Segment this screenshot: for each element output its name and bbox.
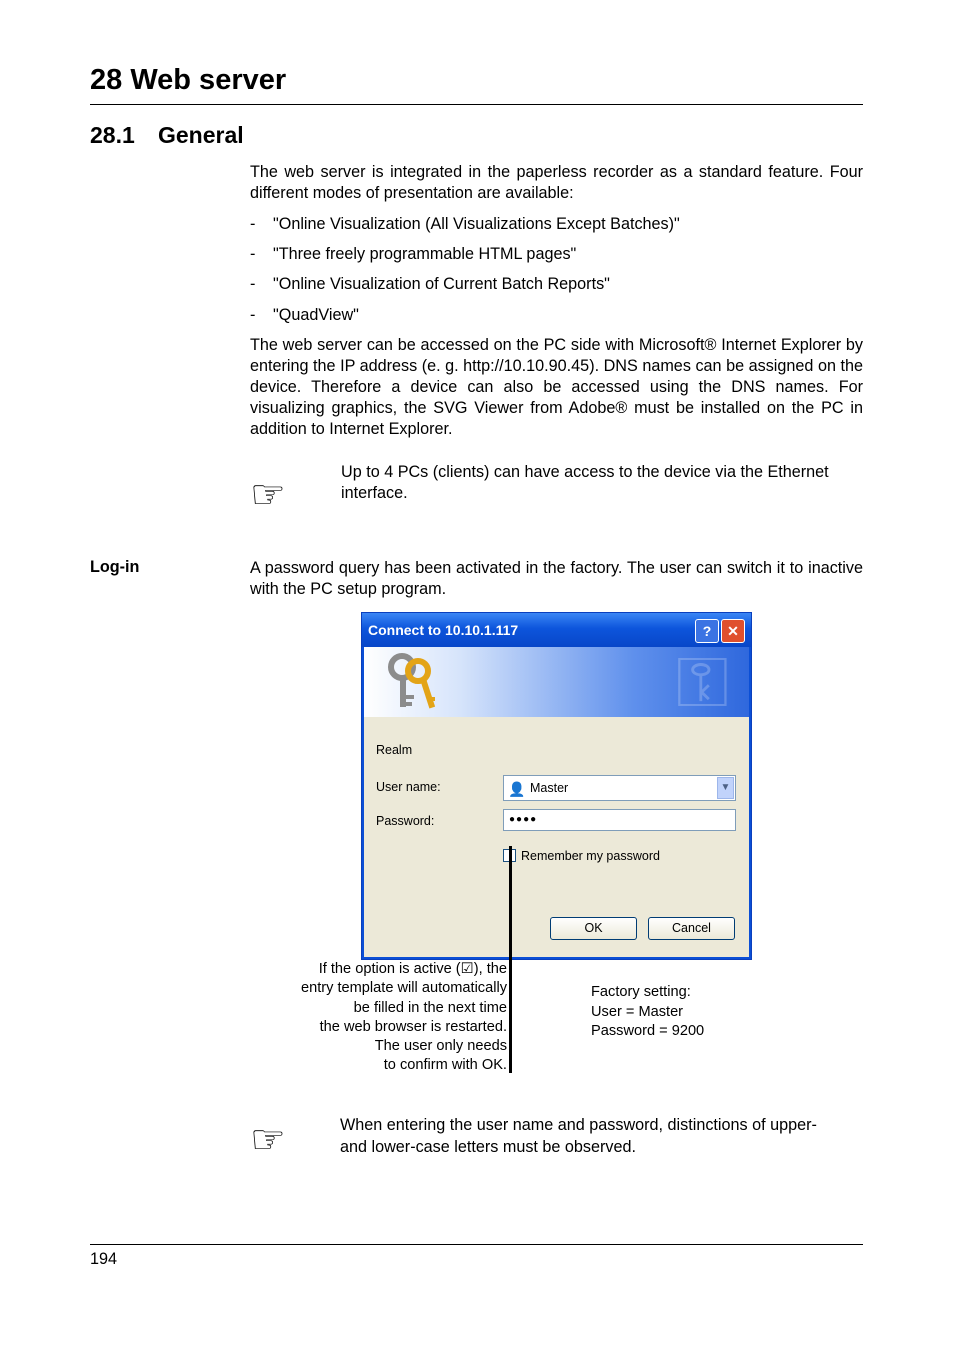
user-icon: 👤 [508, 781, 526, 797]
mode-item: - "QuadView" [250, 306, 359, 324]
section-title [90, 122, 244, 149]
note-text: Up to 4 PCs (clients) can have access to the device via the Ethernet interface. [341, 463, 829, 502]
mode-item: - "Three freely programmable HTML pages" [250, 245, 577, 263]
remember-label: Remember my password [521, 849, 660, 863]
access-paragraph: The web server can be accessed on the PC side with Microsoft® Internet Explorer by entering the IP address (e. g. http://10.10.90.45). DNS names can be assigned on the device. Therefore a device can also be accessed using the DNS names. For visualizing graphics, the SVG Viewer from Adobe® must be installed on the PC in addition to Internet Explorer. [250, 336, 863, 438]
username-label: User name: [376, 780, 441, 794]
ok-button[interactable]: OK [550, 917, 637, 940]
mode-item: - "Online Visualization (All Visualizations Except Batches)" [250, 215, 680, 233]
dialog-body [364, 717, 749, 957]
login-label: Log-in [90, 558, 140, 576]
dialog-titlebar [362, 613, 751, 647]
chapter-title: 28 Web server [90, 64, 287, 96]
keys-watermark-icon: ⚿ [675, 647, 729, 717]
chevron-down-icon[interactable]: ▼ [717, 777, 734, 799]
close-button[interactable]: ✕ [721, 619, 745, 643]
username-combobox[interactable] [503, 775, 736, 801]
help-button[interactable]: ? [695, 619, 719, 643]
username-value: Master [530, 781, 569, 795]
intro-paragraph: The web server is integrated in the paperless recorder as a standard feature. Four different modes of presentation are available: [250, 163, 863, 202]
callout-line [509, 846, 512, 1073]
header-rule [90, 104, 863, 105]
realm-label: Realm [376, 743, 413, 757]
pointing-hand-icon: ☞ [250, 473, 286, 517]
password-field[interactable] [503, 809, 736, 831]
mode-item: - "Online Visualization of Current Batch Reports" [250, 275, 610, 293]
remember-caption: If the option is active (☑), the entry template will automatically be filled in the next time the web browser is restarted. The user only needs to confirm with OK. [300, 961, 507, 1074]
cancel-button[interactable]: Cancel [648, 917, 735, 940]
password-label: Password: [376, 814, 435, 828]
note-text: When entering the user name and password, distinctions of upper- and lower-case letters must be observed. [340, 1116, 817, 1156]
login-dialog [361, 612, 752, 960]
dialog-title: Connect to 10.10.1.117 [368, 622, 519, 638]
pointing-hand-icon: ☞ [250, 1118, 286, 1162]
page-number: 194 [90, 1250, 118, 1268]
dialog-banner [364, 647, 749, 717]
footer-rule [90, 1244, 863, 1245]
password-value: ●●●● [509, 814, 538, 825]
section-number: 28.1 [90, 122, 135, 148]
factory-setting-caption: Factory setting: User = Master Password = 9200 [591, 984, 705, 1039]
section-name: General [158, 122, 244, 148]
login-paragraph: A password query has been activated in the factory. The user can switch it to inactive with the PC setup program. [250, 559, 863, 598]
keys-icon [384, 651, 444, 713]
